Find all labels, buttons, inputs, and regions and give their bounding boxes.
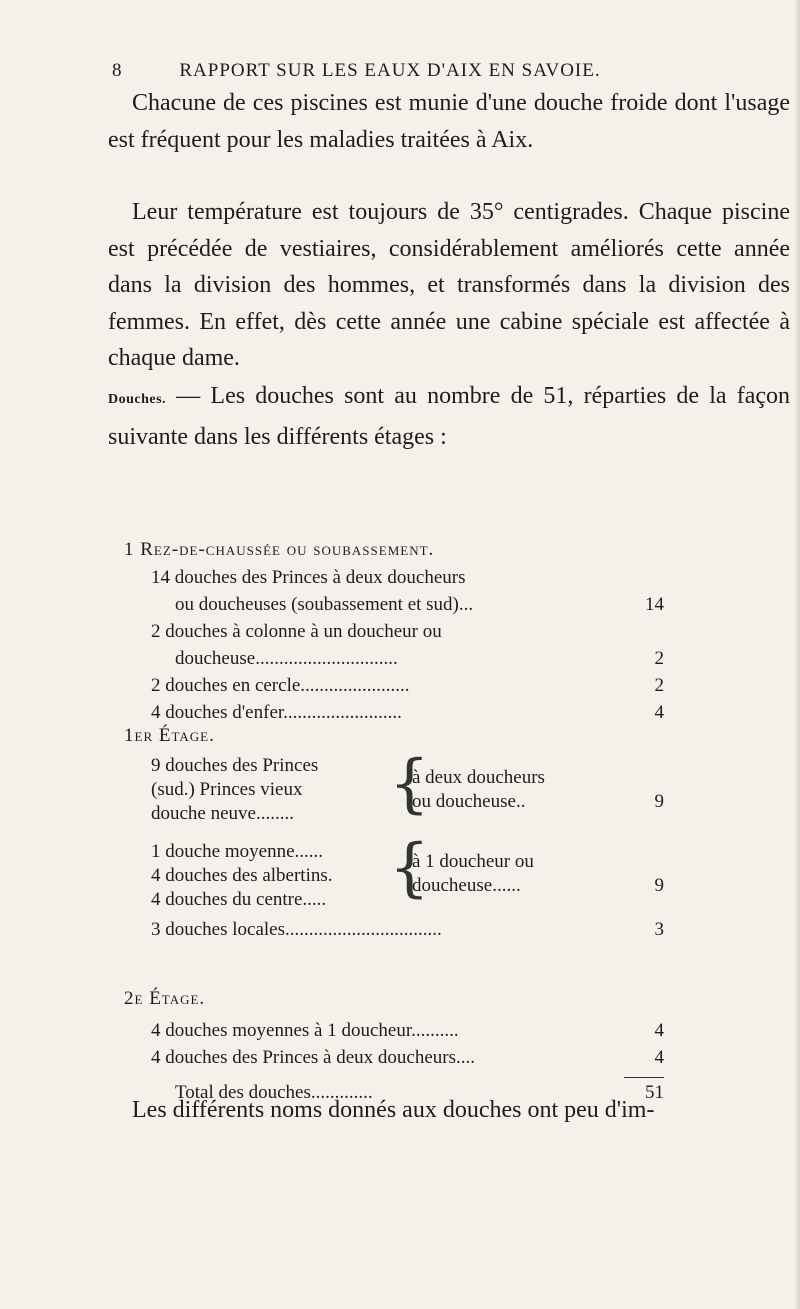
list-item bbox=[124, 1044, 664, 1071]
item-count: 14 bbox=[645, 594, 664, 615]
group-right-lines bbox=[412, 850, 627, 898]
item-label: 4 douches d'enfer......................... bbox=[151, 702, 402, 723]
item-label-line2: ou doucheuses (soubassement et sud)... bbox=[175, 594, 474, 615]
paragraph-noms-douches: Les différents noms donnés aux douches ont peu d'im- bbox=[132, 1097, 655, 1123]
item-count: 4 bbox=[654, 1020, 664, 1041]
page-number: 8 bbox=[112, 60, 123, 81]
list-item bbox=[124, 618, 664, 645]
item-label: 3 douches locales................................. bbox=[151, 919, 442, 940]
group-line: à deux doucheurs bbox=[412, 767, 545, 788]
list-item bbox=[124, 672, 664, 699]
list-item bbox=[124, 916, 664, 943]
group-line: ou doucheuse.. bbox=[412, 791, 526, 812]
running-title: RAPPORT SUR LES EAUX D'AIX EN SAVOIE. bbox=[179, 60, 601, 81]
group-line: à 1 doucheur ou bbox=[412, 851, 534, 872]
group-right-lines bbox=[412, 766, 627, 814]
section-title-etage-1: 1er Étage. bbox=[124, 725, 215, 746]
list-item bbox=[124, 1017, 664, 1044]
group-line: 9 douches des Princes bbox=[151, 755, 319, 776]
group-count: 9 bbox=[654, 875, 664, 896]
group-line: 1 douche moyenne...... bbox=[151, 841, 324, 862]
group-left-lines bbox=[151, 754, 389, 826]
item-label: 4 douches des Princes à deux doucheurs.... bbox=[151, 1047, 475, 1068]
item-count: 3 bbox=[654, 919, 664, 940]
section-etage-1 bbox=[124, 722, 664, 943]
section-etage-2 bbox=[124, 985, 664, 1109]
group-line: doucheuse...... bbox=[412, 875, 521, 896]
section-rez-de-chaussee bbox=[124, 536, 664, 726]
list-item bbox=[124, 591, 664, 618]
paragraph-piscines-douche: Chacune de ces piscines est munie d'une douche froide dont l'usage est fréquent pour les maladies traitées à Aix. bbox=[108, 90, 790, 153]
group-line: douche neuve........ bbox=[151, 803, 294, 824]
list-item bbox=[124, 564, 664, 591]
group-princes bbox=[124, 747, 664, 840]
brace-symbol: { bbox=[389, 831, 430, 905]
list-item bbox=[124, 645, 664, 672]
total-label: Total des douches............. bbox=[175, 1082, 373, 1103]
item-count: 4 bbox=[654, 702, 664, 723]
item-label-line1: 2 douches à colonne à un doucheur ou bbox=[151, 621, 442, 642]
paragraph-temperature: Leur température est toujours de 35° centigrades. Chaque piscine est précédée de vestiaires, considérablement améliorés cette année dans la division des hommes, et transformés dans la division des femmes. En effet, dès cette année une cabine spéciale est affectée à chaque dame. bbox=[108, 199, 790, 371]
group-line: 4 douches du centre..... bbox=[151, 889, 327, 910]
total-count: 51 bbox=[624, 1077, 664, 1108]
item-label-line2: doucheuse.............................. bbox=[175, 648, 398, 669]
item-label: 4 douches moyennes à 1 doucheur.......... bbox=[151, 1020, 459, 1041]
group-left-lines bbox=[151, 840, 389, 912]
group-line: (sud.) Princes vieux bbox=[151, 779, 303, 800]
sidehead-douches: Douches. bbox=[108, 392, 167, 407]
item-label-line1: 14 douches des Princes à deux doucheurs bbox=[151, 567, 466, 588]
paragraph-douches-intro bbox=[108, 378, 790, 455]
group-moyenne bbox=[124, 831, 664, 916]
section-title-rez: 1 Rez-de-chaussée ou soubassement. bbox=[124, 539, 435, 560]
group-line: 4 douches des albertins. bbox=[151, 865, 333, 886]
douches-intro-text: — Les douches sont au nombre de 51, réparties de la façon suivante dans les différents étages : bbox=[108, 383, 790, 450]
item-count: 4 bbox=[654, 1047, 664, 1068]
section-title-etage-2: 2e Étage. bbox=[124, 988, 206, 1009]
item-count: 2 bbox=[654, 648, 664, 669]
group-count: 9 bbox=[654, 791, 664, 812]
item-count: 2 bbox=[654, 675, 664, 696]
item-label: 2 douches en cercle....................... bbox=[151, 675, 410, 696]
running-header bbox=[110, 60, 670, 84]
brace-symbol: { bbox=[389, 747, 430, 821]
